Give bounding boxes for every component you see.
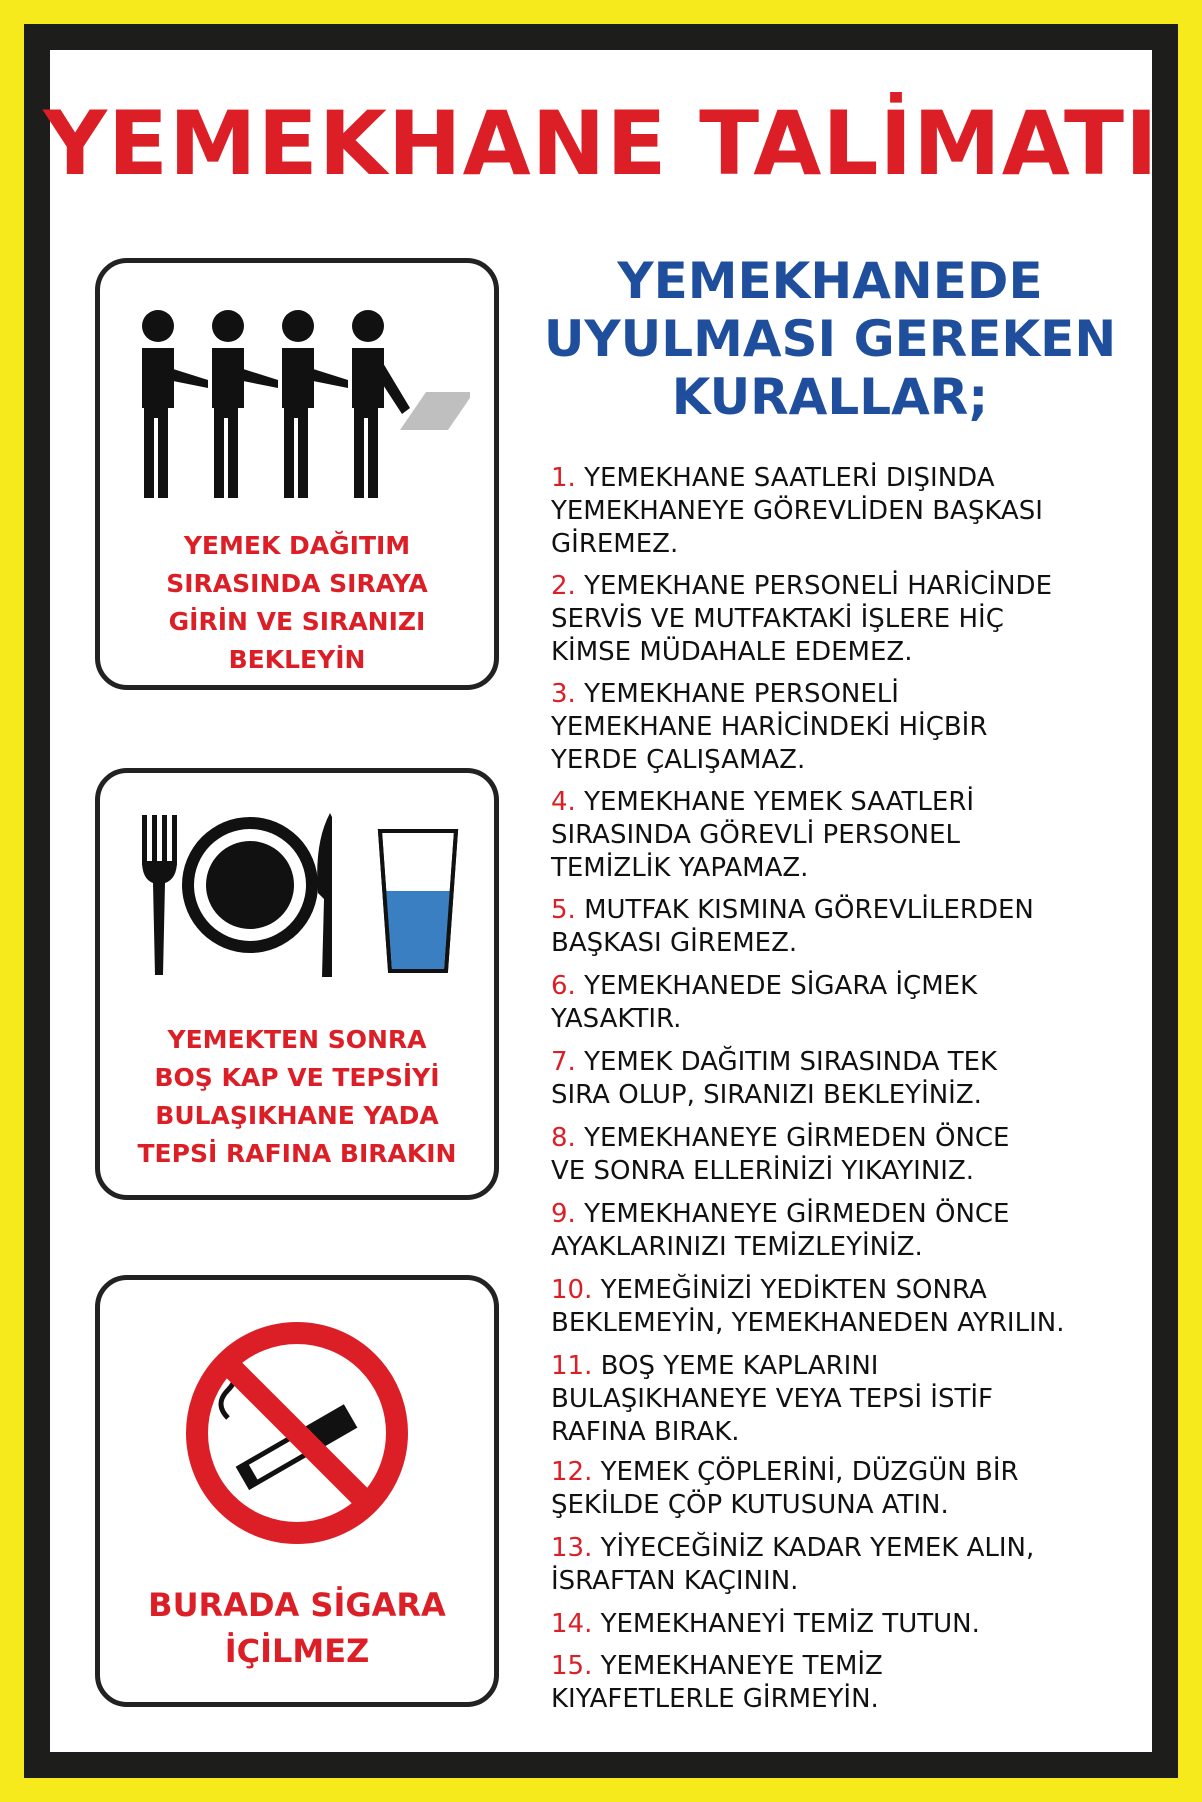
cutlery-plate-glass-icon	[140, 811, 470, 981]
rule-text: YEMEKHANE SAATLERİ DIŞINDA	[584, 463, 995, 493]
rule-text: YEMEKHANE PERSONELİ	[584, 679, 899, 709]
rule-text: YEMEKHANEYE GİRMEDEN ÖNCE	[584, 1199, 1010, 1229]
people-queue-icon	[130, 308, 470, 508]
rule-text: YEMEKHANEYE GİRMEDEN ÖNCE	[584, 1123, 1010, 1153]
rule-line	[551, 1489, 1151, 1522]
rule-text: SIRASINDA GÖREVLİ PERSONEL	[551, 820, 961, 850]
rule-line	[551, 1456, 1151, 1489]
rule-number: 13.	[551, 1533, 601, 1563]
rule-item	[551, 678, 1151, 777]
rule-number: 4.	[551, 787, 585, 817]
rule-item	[551, 1650, 1151, 1716]
rule-line	[551, 1532, 1151, 1565]
rule-line	[551, 462, 1151, 495]
rule-line	[551, 1274, 1151, 1307]
rule-line	[551, 1416, 1151, 1449]
caption-line: BURADA SİGARA	[148, 1586, 446, 1624]
rule-text: KİMSE MÜDAHALE EDEMEZ.	[551, 637, 913, 667]
rule-text: SERVİS VE MUTFAKTAKİ İŞLERE HİÇ	[551, 604, 1004, 634]
rule-line	[551, 711, 1151, 744]
rule-text: YEMEKHANEYİ TEMİZ TUTUN.	[600, 1609, 980, 1639]
panel-tray-return-caption	[100, 1021, 494, 1173]
rule-text: YEMEKHANEDE SİGARA İÇMEK	[584, 971, 978, 1001]
rule-item	[551, 1198, 1151, 1264]
panel-tray-return	[95, 768, 499, 1200]
rule-line	[551, 678, 1151, 711]
rule-number: 6.	[551, 971, 585, 1001]
panel-no-smoking	[95, 1275, 499, 1707]
rule-line	[551, 1003, 1151, 1036]
rule-text: YEMEK ÇÖPLERİNİ, DÜZGÜN BİR	[600, 1457, 1019, 1487]
rule-text: BOŞ YEME KAPLARINI	[600, 1351, 879, 1381]
rule-text: GİREMEZ.	[551, 529, 679, 559]
caption-line: BOŞ KAP VE TEPSİYİ	[154, 1063, 440, 1092]
rule-line	[551, 1350, 1151, 1383]
rule-number: 11.	[551, 1351, 601, 1381]
rules-heading-line: UYULMASI GEREKEN	[543, 310, 1117, 368]
rules-heading-line: YEMEKHANEDE	[617, 252, 1043, 310]
rule-item	[551, 462, 1151, 561]
rule-text: BULAŞIKHANEYE VEYA TEPSİ İSTİF	[551, 1384, 993, 1414]
rule-text: ŞEKİLDE ÇÖP KUTUSUNA ATIN.	[551, 1490, 949, 1520]
rule-item	[551, 1456, 1151, 1522]
rule-number: 8.	[551, 1123, 585, 1153]
rule-text: YEMEKHANE HARİCİNDEKİ HİÇBİR	[551, 712, 988, 742]
rule-text: YEMEKHANEYE TEMİZ	[600, 1651, 883, 1681]
rule-text: YASAKTIR.	[551, 1004, 682, 1034]
rule-item	[551, 1532, 1151, 1598]
rule-line	[551, 1198, 1151, 1231]
rule-line	[551, 1608, 1151, 1641]
rule-number: 1.	[551, 463, 585, 493]
rule-number: 9.	[551, 1199, 585, 1229]
rule-number: 15.	[551, 1651, 601, 1681]
rule-text: YEMEKHANEYE GÖREVLİDEN BAŞKASI	[551, 496, 1043, 526]
rules-heading-line: KURALLAR;	[671, 368, 989, 426]
rule-text: KIYAFETLERLE GİRMEYİN.	[551, 1684, 879, 1714]
rule-number: 10.	[551, 1275, 601, 1305]
rule-text: AYAKLARINIZI TEMİZLEYİNİZ.	[551, 1232, 923, 1262]
caption-line: İÇİLMEZ	[224, 1632, 370, 1670]
rule-line	[551, 570, 1151, 603]
rule-line	[551, 1683, 1151, 1716]
rule-text: MUTFAK KISMINA GÖREVLİLERDEN	[584, 895, 1034, 925]
rule-number: 14.	[551, 1609, 601, 1639]
rule-line	[551, 1046, 1151, 1079]
rule-item	[551, 1274, 1151, 1340]
rule-line	[551, 636, 1151, 669]
sign-title: YEMEKHANE TALİMATI	[43, 92, 1159, 195]
caption-line: BEKLEYİN	[228, 645, 366, 674]
rule-line	[551, 1565, 1151, 1598]
rule-text: BAŞKASI GİREMEZ.	[551, 928, 798, 958]
rule-line	[551, 528, 1151, 561]
caption-line: SIRASINDA SIRAYA	[166, 569, 428, 598]
caption-line: BULAŞIKHANE YADA	[155, 1101, 439, 1130]
rule-line	[551, 495, 1151, 528]
rule-line	[551, 894, 1151, 927]
rule-number: 3.	[551, 679, 585, 709]
rule-line	[551, 1122, 1151, 1155]
rule-line	[551, 1155, 1151, 1188]
rule-line	[551, 852, 1151, 885]
caption-line: YEMEK DAĞITIM	[183, 531, 411, 560]
rule-line	[551, 744, 1151, 777]
rule-line	[551, 1307, 1151, 1340]
rule-text: RAFINA BIRAK.	[551, 1417, 740, 1447]
caption-line: TEPSİ RAFINA BIRAKIN	[137, 1139, 457, 1168]
rule-line	[551, 1383, 1151, 1416]
rule-number: 12.	[551, 1457, 601, 1487]
rule-line	[551, 786, 1151, 819]
caption-line: GİRİN VE SIRANIZI	[168, 607, 426, 636]
rule-line	[551, 1079, 1151, 1112]
rule-text: YİYECEĞİNİZ KADAR YEMEK ALIN,	[600, 1533, 1035, 1563]
panel-queue	[95, 258, 499, 690]
rule-line	[551, 1650, 1151, 1683]
rule-line	[551, 970, 1151, 1003]
rule-text: YEMEKHANE PERSONELİ HARİCİNDE	[584, 571, 1053, 601]
rule-line	[551, 603, 1151, 636]
rule-item	[551, 894, 1151, 960]
rule-item	[551, 1122, 1151, 1188]
rule-item	[551, 570, 1151, 669]
rule-text: İSRAFTAN KAÇININ.	[551, 1566, 799, 1596]
rule-item	[551, 1608, 1151, 1641]
rule-text: YEMEK DAĞITIM SIRASINDA TEK	[584, 1047, 998, 1077]
rule-text: BEKLEMEYİN, YEMEKHANEDEN AYRILIN.	[551, 1308, 1065, 1338]
rule-line	[551, 927, 1151, 960]
rule-item	[551, 970, 1151, 1036]
rule-item	[551, 1350, 1151, 1449]
panel-queue-caption	[100, 527, 494, 679]
rule-number: 5.	[551, 895, 585, 925]
rule-text: TEMİZLİK YAPAMAZ.	[551, 853, 809, 883]
rule-line	[551, 819, 1151, 852]
rule-text: VE SONRA ELLERİNİZİ YIKAYINIZ.	[551, 1156, 975, 1186]
rule-text: YERDE ÇALIŞAMAZ.	[551, 745, 806, 775]
caption-line: YEMEKTEN SONRA	[167, 1025, 427, 1054]
rule-text: YEMEKHANE YEMEK SAATLERİ	[584, 787, 975, 817]
no-smoking-icon	[182, 1318, 412, 1548]
rule-item	[551, 1046, 1151, 1112]
rule-line	[551, 1231, 1151, 1264]
rules-heading	[530, 252, 1130, 426]
rule-text: YEMEĞİNİZİ YEDİKTEN SONRA	[600, 1275, 987, 1305]
rule-text: SIRA OLUP, SIRANIZI BEKLEYİNİZ.	[551, 1080, 982, 1110]
panel-no-smoking-caption	[100, 1582, 494, 1674]
rule-item	[551, 786, 1151, 885]
rule-number: 2.	[551, 571, 585, 601]
rule-number: 7.	[551, 1047, 585, 1077]
